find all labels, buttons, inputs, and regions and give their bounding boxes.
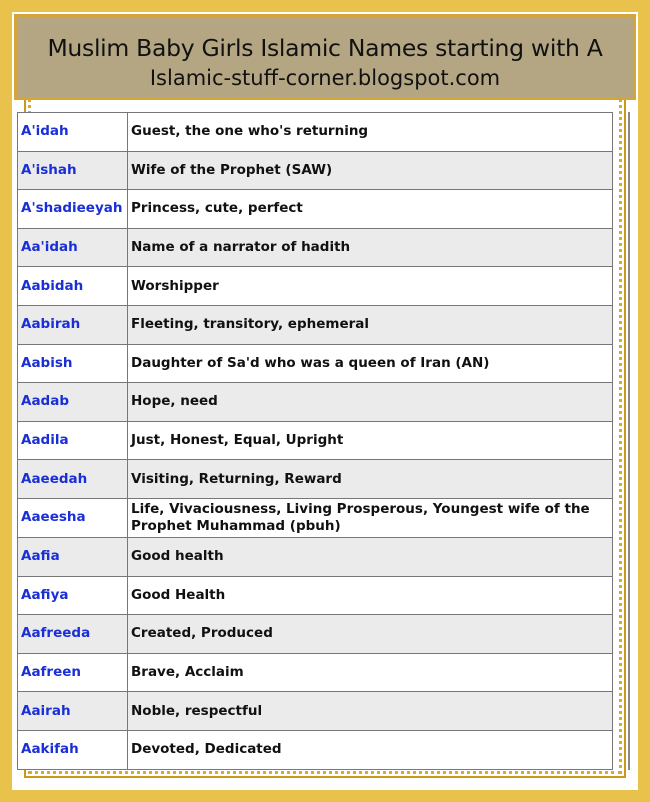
- name-cell: Aafia: [18, 537, 128, 576]
- meaning-cell: Princess, cute, perfect: [128, 190, 613, 229]
- meaning-cell: Visiting, Returning, Reward: [128, 460, 613, 499]
- table-row: [18, 730, 613, 769]
- meaning-cell: Guest, the one who's returning: [128, 113, 613, 152]
- meaning-cell: Just, Honest, Equal, Upright: [128, 421, 613, 460]
- table-row: [18, 383, 613, 422]
- meaning-cell: Noble, respectful: [128, 692, 613, 731]
- meaning-cell: Name of a narrator of hadith: [128, 228, 613, 267]
- meaning-cell: Hope, need: [128, 383, 613, 422]
- names-table-container: [17, 112, 630, 770]
- meaning-cell: Life, Vivaciousness, Living Prosperous, Youngest wife of the Prophet Muhammad (pbuh): [128, 498, 613, 537]
- page-title: Muslim Baby Girls Islamic Names starting with A: [47, 34, 603, 62]
- table-row: [18, 151, 613, 190]
- table-row: [18, 113, 613, 152]
- table-row: [18, 576, 613, 615]
- name-cell: Aabirah: [18, 305, 128, 344]
- table-row: [18, 653, 613, 692]
- table-row: [18, 228, 613, 267]
- names-table-body: [18, 113, 613, 770]
- meaning-cell: Good Health: [128, 576, 613, 615]
- name-cell: Aadila: [18, 421, 128, 460]
- table-row: [18, 267, 613, 306]
- page-header: [14, 14, 636, 100]
- name-cell: Aa'idah: [18, 228, 128, 267]
- name-cell: A'ishah: [18, 151, 128, 190]
- name-cell: Aabidah: [18, 267, 128, 306]
- meaning-cell: Good health: [128, 537, 613, 576]
- meaning-cell: Worshipper: [128, 267, 613, 306]
- name-cell: Aabish: [18, 344, 128, 383]
- table-row: [18, 537, 613, 576]
- name-cell: Aafreeda: [18, 615, 128, 654]
- name-cell: Aakifah: [18, 730, 128, 769]
- table-row: [18, 460, 613, 499]
- name-cell: Aadab: [18, 383, 128, 422]
- name-cell: A'shadieeyah: [18, 190, 128, 229]
- table-row: [18, 190, 613, 229]
- names-table: [17, 112, 613, 770]
- meaning-cell: Fleeting, transitory, ephemeral: [128, 305, 613, 344]
- meaning-cell: Created, Produced: [128, 615, 613, 654]
- table-row: [18, 421, 613, 460]
- table-row: [18, 615, 613, 654]
- name-cell: Aaeesha: [18, 498, 128, 537]
- table-row: [18, 498, 613, 537]
- name-cell: Aafiya: [18, 576, 128, 615]
- table-row: [18, 692, 613, 731]
- table-row: [18, 305, 613, 344]
- name-cell: Aaeedah: [18, 460, 128, 499]
- site-url: Islamic-stuff-corner.blogspot.com: [149, 66, 501, 90]
- name-cell: A'idah: [18, 113, 128, 152]
- meaning-cell: Brave, Acclaim: [128, 653, 613, 692]
- meaning-cell: Wife of the Prophet (SAW): [128, 151, 613, 190]
- name-cell: Aafreen: [18, 653, 128, 692]
- name-cell: Aairah: [18, 692, 128, 731]
- meaning-cell: Devoted, Dedicated: [128, 730, 613, 769]
- meaning-cell: Daughter of Sa'd who was a queen of Iran (AN): [128, 344, 613, 383]
- table-row: [18, 344, 613, 383]
